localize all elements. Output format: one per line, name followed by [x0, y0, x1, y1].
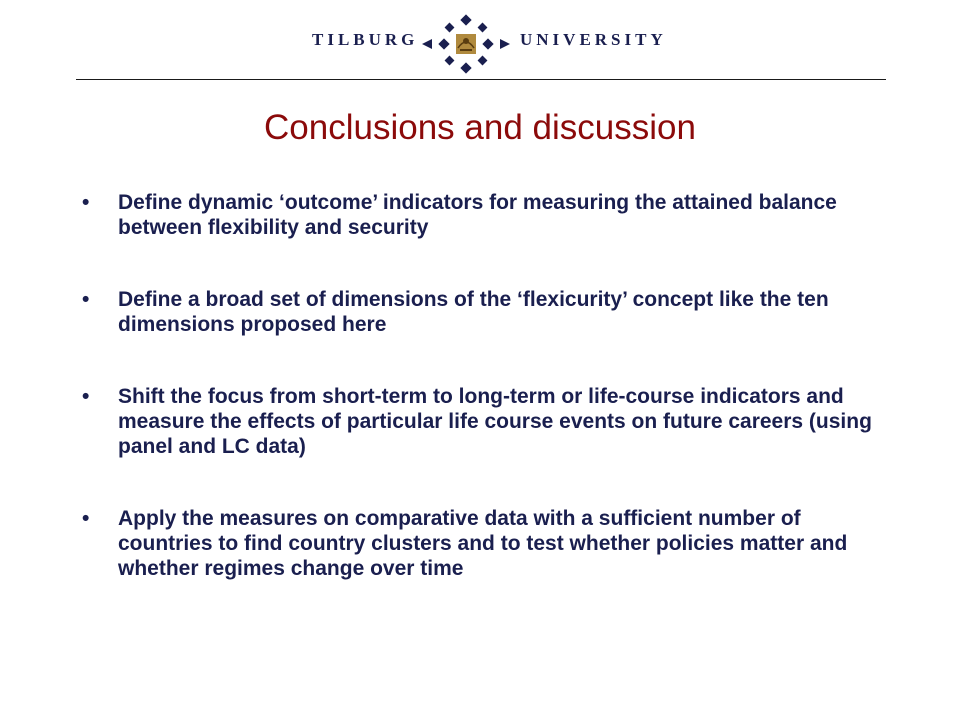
bullet-glyph: • — [82, 288, 90, 311]
slide-title: Conclusions and discussion — [264, 108, 696, 147]
bullet-item — [82, 190, 882, 240]
header-divider — [76, 79, 886, 80]
bullet-glyph: • — [82, 191, 90, 214]
bullet-text: Define dynamic ‘outcome’ indicators for measuring the attained balance between flexibility and security — [118, 191, 837, 239]
bullet-item — [82, 287, 882, 337]
header — [0, 0, 960, 82]
bullet-item — [82, 384, 882, 459]
brand-left-text: TILBURG — [312, 30, 419, 49]
brand-right-text: UNIVERSITY — [520, 30, 667, 49]
bullet-glyph: • — [82, 507, 90, 530]
bullet-list — [82, 190, 882, 628]
bullet-text: Shift the focus from short-term to long-term or life-course indicators and measure the effects of particular life course events on future careers (using panel and LC data) — [118, 385, 872, 458]
bullet-text: Apply the measures on comparative data with a sufficient number of countries to find country clusters and to test whether policies matter and whether regimes change over time — [118, 507, 848, 580]
university-seal-icon — [418, 14, 514, 74]
bullet-item — [82, 506, 882, 581]
bullet-text: Define a broad set of dimensions of the ‘flexicurity’ concept like the ten dimensions proposed here — [118, 288, 829, 336]
bullet-glyph: • — [82, 385, 90, 408]
